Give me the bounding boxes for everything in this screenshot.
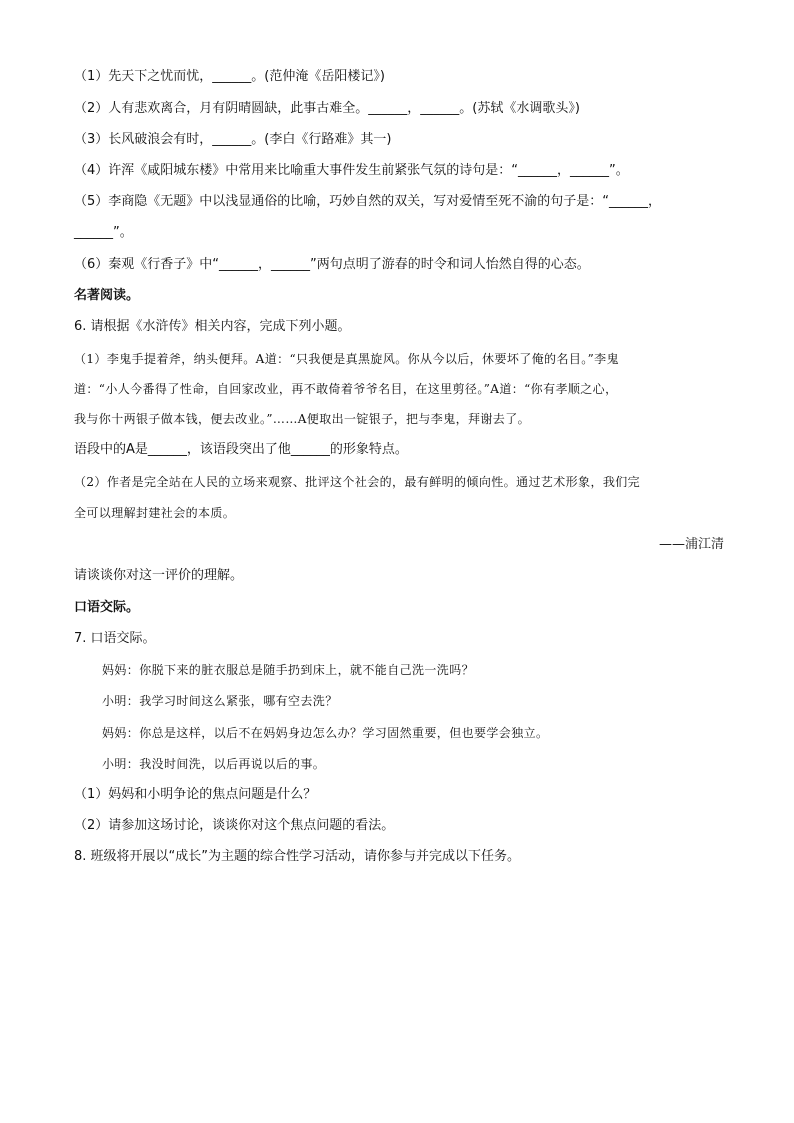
dialogue-line-4: 小明：我没时间洗，以后再说以后的事。 [102, 757, 326, 771]
poetry-line-4: （4）许浑《咸阳城东楼》中常用来比喻重大事件发生前紧张气氛的诗句是：“______，______”。 [74, 163, 629, 178]
dialogue-line-2: 小明：我学习时间这么紧张，哪有空去洗？ [102, 694, 338, 708]
question-8-stem: 8. 班级将开展以“成长”为主题的综合性学习活动，请你参与并完成以下任务。 [74, 849, 521, 864]
q6-passage-2-line-1: （2）作者是完全站在人民的立场来观察、批评这个社会的，最有鲜明的倾向性。通过艺术形象，我们完 [74, 475, 641, 489]
q6-passage-1-line-1: （1）李鬼手提着斧，纳头便拜。A道：“只我便是真黑旋风。你从今以后，休要坏了俺的名目。”李鬼 [74, 352, 619, 366]
poetry-line-5-continued: ______”。 [74, 225, 133, 240]
section-heading-oral: 口语交际。 [74, 600, 140, 615]
poetry-line-5: （5）李商隐《无题》中以浅显通俗的比喻，巧妙自然的双关，写对爱情至死不渝的句子是：“______， [74, 194, 662, 209]
q6-passage-1-line-2: 道：“小人今番得了性命，自回家改业，再不敢倚着爷爷名目，在这里剪径。”A道：“你有孝顺之心， [74, 382, 618, 396]
q6-passage-2-line-2: 全可以理解封建社会的本质。 [74, 506, 236, 520]
poetry-line-6: （6）秦观《行香子》中“______，______”两句点明了游春的时令和词人怡然自得的心态。 [74, 257, 590, 272]
q6-question-2: 请谈谈你对这一评价的理解。 [74, 568, 244, 583]
question-7-stem: 7. 口语交际。 [74, 631, 156, 646]
section-heading-classics: 名著阅读。 [74, 288, 140, 303]
poetry-line-2: （2）人有悲欢离合，月有阴晴圆缺，此事古难全。______，______。(苏轼《水调歌头》) [74, 101, 580, 116]
q6-passage-1-line-3: 我与你十两银子做本钱，便去改业。”……A便取出一锭银子，把与李鬼，拜谢去了。 [74, 412, 531, 426]
q7-sub-question-2: （2）请参加这场讨论，谈谈你对这个焦点问题的看法。 [74, 818, 395, 833]
quote-attribution: ——浦江清 [658, 537, 724, 552]
poetry-line-1: （1）先天下之忧而忧，______。(范仲淹《岳阳楼记》) [74, 69, 385, 84]
question-6-stem: 6. 请根据《水浒传》相关内容，完成下列小题。 [74, 319, 351, 334]
poetry-line-3: （3）长风破浪会有时，______。(李白《行路难》其一) [74, 132, 392, 147]
dialogue-line-3: 妈妈：你总是这样，以后不在妈妈身边怎么办？学习固然重要，但也要学会独立。 [102, 726, 549, 740]
dialogue-line-1: 妈妈：你脱下来的脏衣服总是随手扔到床上，就不能自己洗一洗吗？ [102, 663, 475, 677]
q7-sub-question-1: （1）妈妈和小明争论的焦点问题是什么？ [74, 787, 317, 802]
q6-question-1: 语段中的A是______，该语段突出了他______的形象特点。 [74, 442, 408, 457]
